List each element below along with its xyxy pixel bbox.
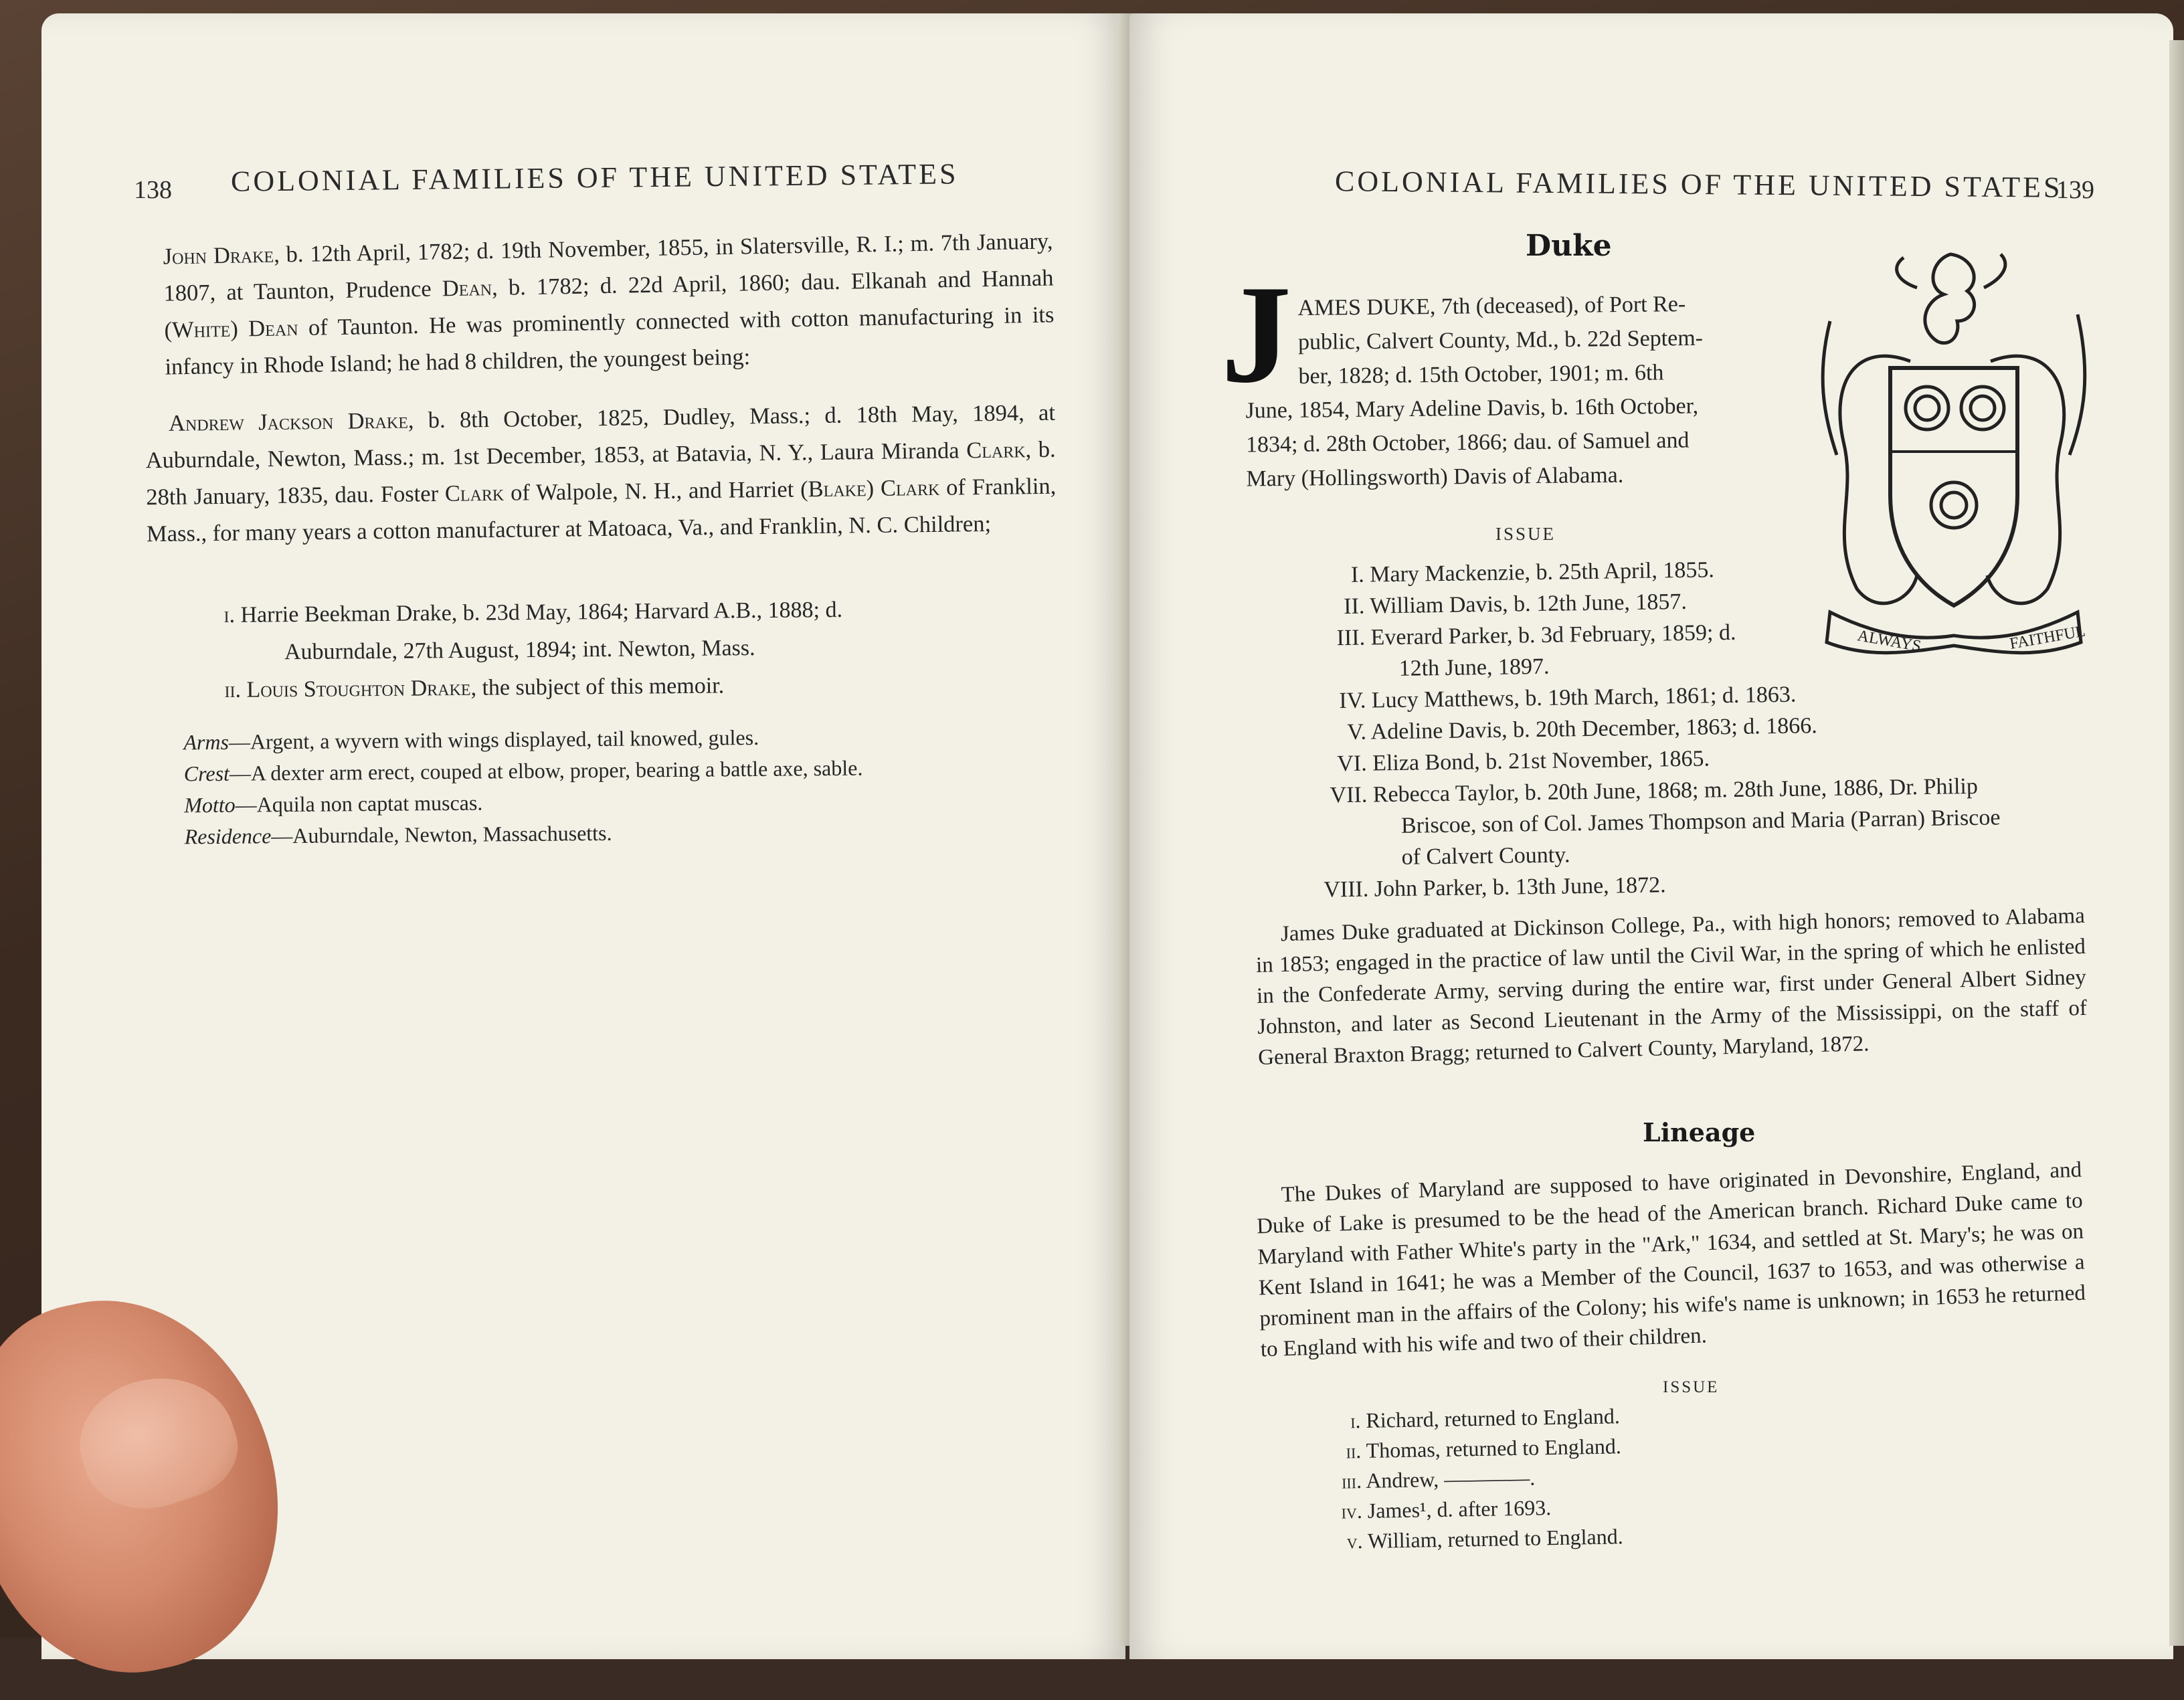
issue-heading-lineage: ISSUE: [1663, 1378, 1720, 1396]
svg-text:FAITHFUL: FAITHFUL: [2008, 622, 2087, 653]
motto-line: Motto—Aquila non captat muscas.: [184, 790, 483, 818]
drake-children-list: [223, 591, 843, 709]
list-item: ii. Louis Stoughton Drake, the subject of this memoir.: [224, 673, 725, 703]
list-item: I. Mary Mackenzie, b. 25th April, 1855.: [1350, 557, 1715, 587]
issue-heading: ISSUE: [1495, 524, 1556, 544]
list-item: i. Harrie Beekman Drake, b. 23d May, 1864; Harvard A.B., 1888; d.: [223, 597, 843, 628]
list-item: i. Richard, returned to England.: [1350, 1404, 1621, 1433]
arms-block: [183, 721, 863, 853]
list-item: III. Everard Parker, b. 3d February, 1859; d.: [1336, 620, 1736, 651]
paragraph-john-drake: John Drake, b. 12th April, 1782; d. 19th November, 1855, in Slatersville, R. I.; m. 7th January, 1807, at Taunton, Prudence Dean, b. 1782; d. 22d April, 1860; dau. Elkanah and Hannah (White) Dean of Taunton. He was prominently connected with cotton manufacturing in its infancy in Rhode Island; he had 8 children, the youngest being:: [163, 228, 1055, 380]
list-item-continuation: Briscoe, son of Col. James Thompson and Maria (Parran) Briscoe: [1400, 805, 2001, 838]
list-item: VIII. John Parker, b. 13th June, 1872.: [1324, 872, 1666, 903]
list-item: II. William Davis, b. 12th June, 1857.: [1344, 589, 1688, 620]
svg-text:ALWAYS: ALWAYS: [1855, 627, 1923, 656]
list-item: VII. Rebecca Taylor, b. 20th June, 1868; m. 28th June, 1886, Dr. Philip: [1330, 773, 1979, 808]
lineage-issue-list: [1334, 1401, 1623, 1556]
paragraph-james-duke-biography: James Duke graduated at Dickinson College, Pa., with high honors; removed to Alabama in 1853; engaged in the practice of law until the Civil War, in the spring of which he enlisted in the Confederate Army, serving during the entire war, first under General Albert Sidney Johnston, and later as Second Lieutenant in the Army of the Mississippi, on the staff of General Braxton Bragg; returned to Calvert County, Maryland, 1872.: [1255, 903, 2088, 1070]
duke-issue-list: [1270, 550, 2001, 906]
arms-line: Arms—Argent, a wyvern with wings displayed, tail knowed, gules.: [183, 725, 759, 755]
list-item: VI. Eliza Bond, b. 21st November, 1865.: [1337, 746, 1710, 777]
paragraph-andrew-jackson-drake: Andrew Jackson Drake, b. 8th October, 1825, Dudley, Mass.; d. 18th May, 1894, at Auburndale, Newton, Mass.; m. 1st December, 1853, at Batavia, N. Y., Laura Miranda Clark, b. 28th January, 1835, dau. Foster Clark of Walpole, N. H., and Harriet (Blake) Clark of Franklin, Mass., for many years a cotton manufacturer at Matoaca, Va., and Franklin, N. C. Children;: [145, 399, 1057, 547]
list-item-continuation: of Calvert County.: [1401, 842, 1570, 870]
intro-paragraph-continuation: June, 1854, Mary Adeline Davis, b. 16th October, 1834; d. 28th October, 1866; dau. of Samuel and Mary (Hollingsworth) Davis of Alabama.: [1245, 393, 1699, 492]
intro-paragraph-james-duke: AMES DUKE, 7th (deceased), of Port Re- public, Calvert County, Md., b. 22d Septem- ber, 1828; d. 15th October, 1901; m. 6th: [1297, 292, 1704, 389]
section-title-lineage: Lineage: [1643, 1117, 1756, 1147]
left-page-number: 138: [134, 176, 172, 204]
list-item: iv. James¹, d. after 1693.: [1341, 1495, 1552, 1523]
list-item: iii. Andrew, ————.: [1341, 1465, 1536, 1493]
drop-cap-letter: J: [1221, 257, 1291, 412]
list-item: ii. Thomas, returned to England.: [1346, 1434, 1622, 1463]
list-item-continuation: Auburndale, 27th August, 1894; int. Newton, Mass.: [284, 636, 755, 665]
residence-line: Residence—Auburndale, Newton, Massachusetts.: [184, 820, 612, 849]
list-item: V. Adeline Davis, b. 20th December, 1863; d. 1866.: [1347, 713, 1818, 745]
list-item: IV. Lucy Matthews, b. 19th March, 1861; d. 1863.: [1339, 682, 1797, 714]
section-title-duke: Duke: [1526, 229, 1612, 263]
page-edges: [2169, 40, 2184, 1646]
crest-line: Crest—A dexter arm erect, couped at elbow, proper, bearing a battle axe, sable.: [183, 755, 863, 786]
paragraph-lineage: The Dukes of Maryland are supposed to have originated in Devonshire, England, and Duke of Lake is presumed to be the head of the American branch. Richard Duke came to Maryland with Father White's party in the "Ark," 1634, and settled at St. Mary's; he was on Kent Island in 1641; he was a Member of the Council, 1637 to 1653, and was otherwise a prominent man in the affairs of the Colony; his wife's name is unknown; in 1653 he returned to England with his wife and two of their children.: [1256, 1157, 2086, 1362]
right-page-number: 139: [2056, 176, 2094, 204]
right-running-header: COLONIAL FAMILIES OF THE UNITED STATES: [1334, 165, 2063, 204]
left-running-header: COLONIAL FAMILIES OF THE UNITED STATES: [230, 157, 959, 198]
list-item: v. William, returned to England.: [1346, 1524, 1623, 1553]
list-item-continuation: 12th June, 1897.: [1398, 654, 1550, 681]
